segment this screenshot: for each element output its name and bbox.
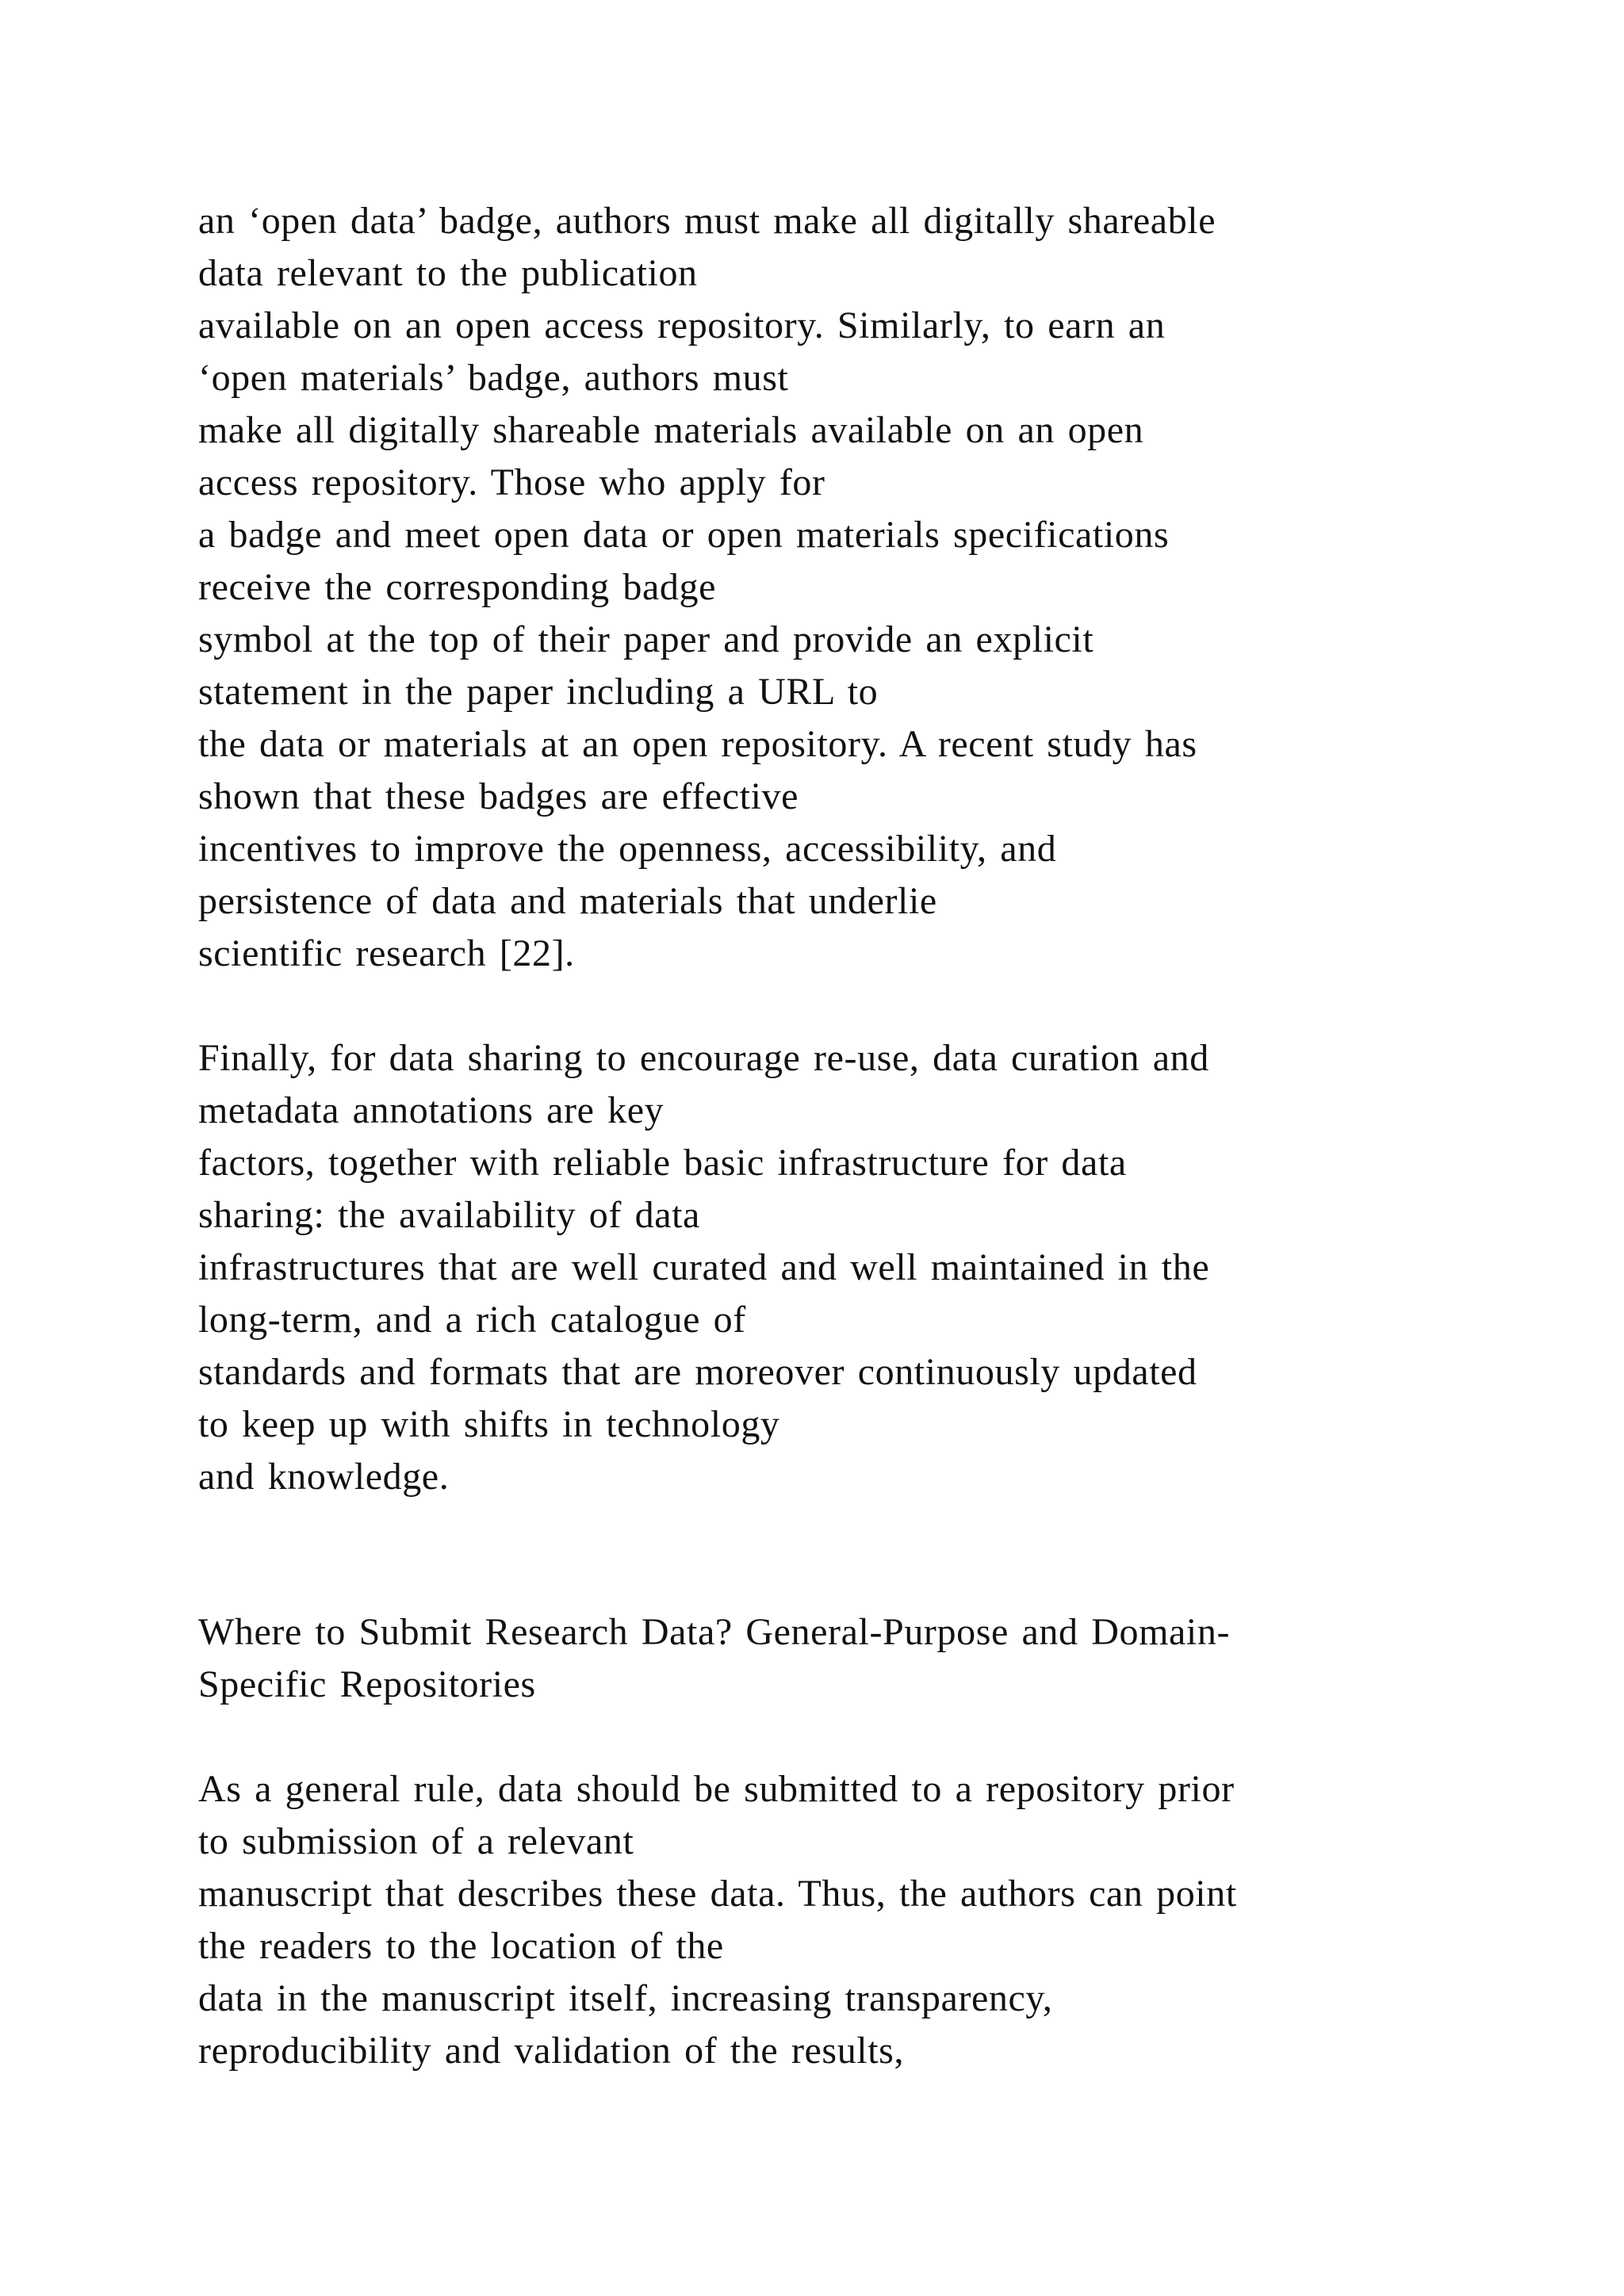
text-line: data in the manuscript itself, increasing transparency,	[198, 1977, 1053, 2019]
text-line: the readers to the location of the	[198, 1925, 724, 1967]
paragraph-submission-rule	[198, 1763, 1546, 2077]
text-line: persistence of data and materials that underlie	[198, 880, 937, 922]
text-line: Finally, for data sharing to encourage re-use, data curation and	[198, 1037, 1209, 1079]
text-line: manuscript that describes these data. Thus, the authors can point	[198, 1873, 1237, 1915]
text-line: factors, together with reliable basic infrastructure for data	[198, 1142, 1127, 1184]
section-heading	[198, 1606, 1546, 1711]
text-line: symbol at the top of their paper and provide an explicit	[198, 618, 1094, 660]
paragraph-open-badges	[198, 195, 1546, 980]
text-line: shown that these badges are effective	[198, 775, 799, 817]
text-line: access repository. Those who apply for	[198, 461, 825, 503]
text-line: scientific research [22].	[198, 932, 575, 974]
text-line: to submission of a relevant	[198, 1820, 634, 1862]
paragraph-data-curation	[198, 1032, 1546, 1503]
text-line: a badge and meet open data or open materials specifications	[198, 514, 1170, 556]
text-line: make all digitally shareable materials available on an open	[198, 409, 1144, 451]
text-line: the data or materials at an open repository. A recent study has	[198, 723, 1197, 765]
text-line: As a general rule, data should be submitted to a repository prior	[198, 1768, 1235, 1810]
text-line: incentives to improve the openness, accessibility, and	[198, 828, 1057, 870]
text-line: to keep up with shifts in technology	[198, 1403, 780, 1445]
text-line: data relevant to the publication	[198, 252, 698, 294]
text-line: ‘open materials’ badge, authors must	[198, 357, 789, 399]
text-line: sharing: the availability of data	[198, 1194, 700, 1236]
text-line: standards and formats that are moreover continuously updated	[198, 1351, 1197, 1393]
heading-line: Specific Repositories	[198, 1663, 536, 1705]
text-line: reproducibility and validation of the results,	[198, 2030, 905, 2072]
text-line: long-term, and a rich catalogue of	[198, 1299, 746, 1341]
text-line: infrastructures that are well curated and well maintained in the	[198, 1246, 1210, 1288]
text-line: and knowledge.	[198, 1456, 450, 1498]
text-line: metadata annotations are key	[198, 1089, 665, 1131]
text-line: an ‘open data’ badge, authors must make all digitally shareable	[198, 200, 1216, 242]
text-line: receive the corresponding badge	[198, 566, 716, 608]
heading-line: Where to Submit Research Data? General-Purpose and Domain-	[198, 1611, 1231, 1653]
text-line: statement in the paper including a URL to	[198, 671, 879, 713]
text-line: available on an open access repository. Similarly, to earn an	[198, 304, 1166, 346]
